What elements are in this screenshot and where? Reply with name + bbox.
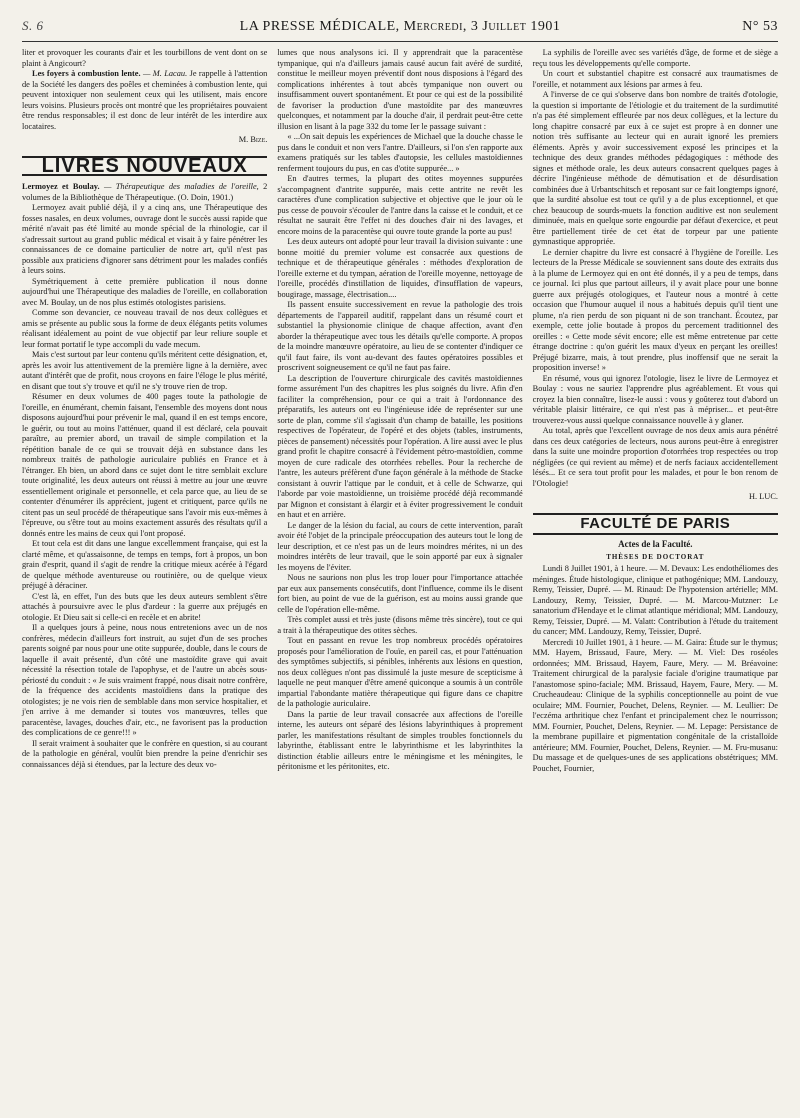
column-1 [22, 48, 267, 774]
foyers-author: — M. Lacau. [140, 69, 188, 78]
foyers-text: Je rappelle à l'attention de la Société les dangers des poêles et cheminées à combustion lente, qui peuvent intoxiquer non seulement ceux qui les utilisent, mais encore leurs voisins. Plusieurs procès ont montré que les propriétaires pouvaient être rendus responsables; il est donc de leur intérêt de les interdire aux locataires. [22, 69, 268, 131]
book-authors: Lermoyez et Boulay. [22, 182, 100, 191]
column-3 [533, 48, 778, 774]
foyers-heading: Les foyers à combustion lente. [32, 69, 141, 78]
subheading: Actes de la Faculté. [618, 539, 693, 549]
thesis-listing: Mercredi 10 Juillet 1901, à 1 heure. — M. Gaira: Étude sur le thymus; MM. Hayem, Brissaud, Faure, Mery. — M. Viel: Des roséoles ordonnées; MM. Brissaud, Hayem, Faure, Mery. — M. Bréavoine: Traitement chirurgical de la paralysie faciale d'origine traumatique par l'anastomose spino-faciale; MM. Brissaud, Hayem, Faure, Mery. — M. Crucheaudeau: Clinique de la syphilis conceptionnelle au point de vue oculaire; MM. Fournier, Pouchet, Delens, Reynier. — M. Leullier: De l'eczéma arthritique chez l'enfant et principalement chez le nourrisson; MM. Fournier, Pouchet, Delens, Reynier. — M. Lepage: Persistance de la membrane pupillaire et pigmentation congénitale de la cristalloïde antérieure; MM. Fournier, Pouchet, Delens, Reynier. — M. Fru-musanu: Du massage et de quelques-unes de ses applications obstétriques; MM. Pouchet, Fournier, [532, 637, 778, 773]
paragraph: Ils passent ensuite successivement en revue la pathologie des trois départements de l'appareil auditif, rappelant dans un résumé court et substantiel la physionomie clinique de chaque affection, avant d'en aborder la thérapeutique avec tous les détails qu'elle comporte. A propos de la moindre manœuvre opératoire, au lieu de se contenter d'indiquer ce qu'il faut faire, ils vont au-devant des fautes opératoires possibles et proscrivent soigneusement ce qu'il ne faut pas faire. [277, 300, 523, 372]
paragraph: Dans la partie de leur travail consacrée aux affections de l'oreille interne, les auteurs ont séparé des lésions labyrinthiques à proprement parler, les manifestations résultant de simples troubles fonctionnels du labyrinthe, établissant entre le labyrinthisme et les labyrinthites la distinction établie ailleurs entre le méningisme et les méningites, le péritonisme et les péritonites, etc. [277, 709, 523, 771]
paragraph: Comme son devancier, ce nouveau travail de nos deux collègues et amis se présente au public sous la forme de deux élégants petits volumes réalisant idéalement au point de vue objectif par leur reliure souple et leur format portatif le type accompli du vade mecum. [22, 308, 268, 349]
column-2 [277, 48, 522, 774]
paragraph: En d'autres termes, la plupart des otites moyennes suppurées s'accompagnent d'antrite suppurée, mais cette antrite ne revêt les caractères d'une complication subjective et objective que le jour où le pus cesse de pouvoir s'écouler de l'antre dans la caisse et le conduit, et ce résultat ne saurait être l'effet ni des douches d'air ni des lavages, et encore moins de la paracentèse qui ouvre toute grande la porte au pus! [277, 174, 523, 236]
section-faculte-de-paris [533, 513, 778, 536]
page-header [22, 18, 778, 42]
paragraph: Le dernier chapitre du livre est consacré à l'hygiène de l'oreille. Les lecteurs de la Presse Médicale se souviennent sans doute des extraits dus à la plume de Lermoyez qui en ont été donnés, il y a peu de temps, dans ce journal. Ici plus que partout ailleurs, il y avait place pour une bonne guerre aux préjugés otologiques, et l'auteur nous a montré à cette occasion que l'humour auquel il nous a habitués depuis qu'il tient une plume, n'a rien perdu de son piquant ni de son tranchant. Écoutez, par exemple, cette jolie boutade à propos du percement traditionnel des oreilles : « Cette mode sévit encore; elle est même entretenue par cette étrange doctrine : qu'on guérit les maux d'yeux en perçant les oreilles! Préjugé bizarre, mais, à tout prendre, plus inoffensif que ne serait la proposition inverse! » [532, 247, 778, 372]
paragraph: Il serait vraiment à souhaiter que le confrère en question, si au courant de la pathologie en général, voulût bien prendre la peine d'enrichir ses connaissances déjà si étendues, par la lecture des deux vo- [22, 738, 268, 769]
paragraph: Le danger de la lésion du facial, au cours de cette intervention, paraît avoir été l'objet de la principale préoccupation des auteurs tout le long de leur description, et ce n'est pas un de leurs moindres mérites, ni un des moindres intérêts de leur travail, que le soin apporté par eux à signaler les moyens de l'éviter. [277, 520, 523, 572]
paragraph: Symétriquement à cette première publication il nous donne aujourd'hui une Thérapeutique des maladies de l'oreille, en collaboration avec M. Boulay, un de nos plus estimés otologistes parisiens. [22, 276, 268, 307]
signature-luc: H. LUC. [749, 492, 778, 501]
book-title: — Thérapeutique des maladies de l'oreille, [99, 182, 259, 191]
paragraph: Mais c'est surtout par leur contenu qu'ils méritent cette désignation, et, après les avoir lus attentivement de la première ligne à la dernière, avec autant d'intérêt que de profit, nous croyons en faire l'éloge le plus mérité, en disant que tout s'y trouve et qu'il ne s'y trouve rien de trop. [22, 350, 268, 391]
paragraph: Résumer en deux volumes de 400 pages toute la pathologie de l'oreille, en énumérant, chemin faisant, l'ensemble des moyens dont nous disposons aujourd'hui pour prévenir le mal, quand il en est temps encore, le guérir, ou tout au moins l'atténuer, quand il est déclaré, cela pouvait paraître, au premier abord, un travail de simple compilation et la répétition banale de ce qui se trouvait déjà en substance dans les nombreux traités de pathologie auriculaire publiés en France et à l'étranger. Eh bien, un abord dans ce sujet dont le titre semblait exclure toute originalité, les deux auteurs ont réussi à mettre au jour une œuvre essentiellement originale et personnelle, et cela parce que, au lieu de se contenter d'énumérer ils apprécient, jugent et critiquent, parce qu'ils ne citent pas un seul procédé de thérapeutique sans l'avoir mis eux-mêmes à l'épreuve, ou s'être tout au moins exactement assurés des résultats qu'il a donnés entre les mains de ceux qui l'ont proposé. [22, 392, 268, 538]
columns [22, 48, 778, 774]
handwritten-mark: S. 6 [22, 18, 44, 33]
paragraph: A l'inverse de ce qui s'observe dans bon nombre de traités d'otologie, la question si importante de l'étiologie et du traitement de la surdimutité n'a pas été simplement effleurée par nos deux collègues, et la lecture du long chapitre consacré par eux à ce sujet est propre à en donner une notion très suffisante au lecteur qui en aurait ignoré les premiers éléments. Après y avoir successivement exposé les principes et la technique des deux grandes méthodes pédagogiques : méthode des signes et méthode orale, les deux auteurs consacrent quelques pages à décrire l'ingénieuse méthode de démutisation et de désurdisation combinées due à Urbantschitsch et reposant sur ce fait longtemps ignoré, que la surdité absolue est tout ce qu'il y a de plus exceptionnel, et que chez beaucoup de sourds-muets la fonction auditive est non seulement diminuée, mais en quelque sorte engourdie par défaut d'exercice, et peut être partiellement tirée de cet état de torpeur par une patiente gymnastique appropriée. [532, 90, 778, 246]
foyers-paragraph [22, 69, 267, 132]
paragraph: Tout en passant en revue les trop nombreux procédés opératoires proposés pour l'amélioration de l'ouïe, en pareil cas, et pour l'atténuation des symptômes subjectifs, si pénibles, inhérents aux lésions en question, nos deux collègues n'ont pas dissimulé la juste mesure de scepticisme à laquelle ne peut manquer d'être amené quiconque a soumis à un contrôle impartial l'abondante matière thérapeutique qui figure dans ce chapitre de la pathologie auriculaire. [277, 636, 523, 708]
section-livres-nouveaux [22, 156, 267, 177]
paragraph: Très complet aussi et très juste (disons même très sincère), tout ce qui a trait à la thérapeutique des otites sèches. [277, 615, 523, 635]
section-title: LIVRES NOUVEAUX [41, 154, 248, 177]
book-info: 2 volumes de la Bibliothèque de Thérapeutique. (O. Doin, 1901.) [22, 182, 268, 202]
paragraph: lumes que nous analysons ici. Il y apprendrait que la paracentèse tympanique, qui n'a d'ailleurs jamais causé aucun fait avéré de surdité, constitue le meilleur moyen préventif dont nous disposions à l'égard des complications inhérentes à tout abcès tympanique non ouvert ou insuffisamment ouvert spontanément. Et pour ce qui est de la possibilité de favoriser la production d'une mastoïdite par des manœuvres quelconques, et notamment par la douche d'air, il perdrait peut-être cette illusion en lisant à la page 332 du tome Ier le passage suivant : [277, 48, 523, 131]
book-reference [22, 182, 267, 203]
page-number: N° 53 [742, 19, 778, 34]
paragraph: La description de l'ouverture chirurgicale des cavités mastoïdiennes forme assurément l'un des chapitres les plus soignés du livre. Afin d'en faciliter la compréhension, pour ce qui a trait à l'ordonnance des préparatifs, les auteurs ont eu l'ingénieuse idée de représenter sur une sorte de plan, comme s'il s'agissait d'un champ de bataille, les positions respectives de l'opérateur, de l'opéré et des objets (tables, instruments, pièces de pansement) nécessités pour l'opération. A lire aussi avec le plus grand profit le chapitre consacré à l'évidement pétro-mastoïdien, comme moyen de cure radicale des otorrhées rebelles. Pour la recherche de l'antre, les auteurs préfèrent d'une façon générale à la méthode de Stacke consistant à ouvrir l'attique par le conduit, et à celle de Schwarze, qui l'aborde par voie mastoïdienne, un troisième procédé déjà recommandé par Mignon et consistant à élargir et à éviter progressivement le conduit en haut et en arrière. [277, 373, 523, 519]
paragraph: Lermoyez avait publié déjà, il y a cinq ans, une Thérapeutique des fosses nasales, en deux volumes, ouvrage dont le succès aussi rapide que mérité n'avait pas été limité au monde spécial de la rhinologie, car il s'adressait surtout au grand public médical et visait à y faire pénétrer les connaissances de ce domaine particulier de notre art, qu'il n'est pas possible aux praticiens d'ignorer sans détriment pour les malades confiés à leurs soins. [22, 203, 268, 275]
paragraph: La syphilis de l'oreille avec ses variétés d'âge, de forme et de siège a reçu tous les développements qu'elle comporte. [532, 48, 778, 68]
paragraph: liter et provoquer les courants d'air et les tourbillons de vent dont on se plaint à Angicourt? [22, 48, 268, 68]
paragraph: C'est là, en effet, l'un des buts que les deux auteurs semblent s'être attachés à poursuivre avec le plus d'ardeur : la guerre aux préjugés en otologie. Et Dieu sait si celle-ci en recèle et en abrite! [22, 591, 268, 622]
paragraph: Nous ne saurions non plus les trop louer pour l'importance attachée par eux aux pansements consécutifs, dont l'influence, comme ils le disent fort bien, au point de vue de la guérison, est au moins aussi grande que celle de l'opération elle-même. [277, 573, 523, 614]
paragraph: Et tout cela est dit dans une langue excellemment française, qui est la clarté même, et qu'assaisonne, de temps en temps, fort à propos, un bon grain d'esprit, quand il s'agit de rendre la critique mieux acérée à l'égard de quelque méthode aventureuse ou routinière, ou de quelque vieux préjugé à déraciner. [22, 539, 268, 590]
quote-paragraph: « ...On sait depuis les expériences de Michael que la douche chasse le pus dans le conduit et non vers l'antre. D'ailleurs, si l'on s'en rapporte aux examens pratiqués sur les tables d'autopsie, les cellules mastoïdiennes renferment toujours du pus, en cas d'otite suppurée... » [277, 132, 523, 173]
paragraph: En résumé, vous qui ignorez l'otologie, lisez le livre de Lermoyez et Boulay : vous ne sauriez l'apprendre plus agréablement. Et vous qui croyez la bien connaître, lisez-le aussi : vous y goûterez tout d'abord un véritable plaisir littéraire, ce qui n'est pas à mépriser... et peut-être trouverez-vous aussi quelque connaissance nouvelle à y glaner. [532, 373, 778, 425]
journal-title: LA PRESSE MÉDICALE, Mercredi, 3 Juillet 1901 [239, 19, 561, 34]
paragraph: Les deux auteurs ont adopté pour leur travail la division suivante : une bonne moitié du premier volume est consacrée aux questions de technique et de thérapeutique générales : méthodes d'exploration de l'oreille externe et du tympan, aération de l'oreille moyenne, nettoyage de l'oreille, procédés d'instillation de liquides, d'insufflation de vapeurs, bougirage, massage, électrisation.... [277, 237, 523, 299]
paragraph: Un court et substantiel chapitre est consacré aux traumatismes de l'oreille, et notamment aux lésions par armes à feu. [532, 69, 778, 89]
sub-subheading: THÈSES DE DOCTORAT [606, 552, 705, 561]
signature-bize: M. Bize. [238, 135, 268, 144]
section-title: FACULTÉ DE PARIS [580, 514, 731, 532]
paragraph: Il a quelques jours à peine, nous nous entretenions avec un de nos confrères, médecin d'ailleurs fort instruit, au sujet d'un de ses proches parents soigné par nous pour une otite suppurée, double, dans le cours de laquelle il avait présenté, d'un côté une mastoïdite grave qui avait nécessité la résection totale de l'apophyse, et de l'autre un abcès sous-périosté du conduit : « Je suis vraiment frappé, nous disait notre confrère, de la fréquence des accidents mastoïdiens dans la pratique des otologistes; je ne vois rien de semblable dans mon service hospitalier, et j'en arrive à me demander si toutes vos manœuvres, telles que paracentèse, lavages, douches d'air, etc., ne favorisent pas la production des complications de ce genre!!! » [22, 623, 268, 737]
paragraph: Au total, après que l'excellent ouvrage de nos deux amis aura pénétré dans ces deux catégories de lecteurs, nous aurons peut-être à enregistrer dans la suite une moindre proportion d'otorrhées trop respectées ou trop négligées (ce qui revient au même) et de nerfs faciaux accidentellement lésés... Et ce sera tout profit pour les malades, et pour le bon renom de l'Otologie! [532, 426, 778, 488]
thesis-listing: Lundi 8 Juillet 1901, à 1 heure. — M. Devaux: Les endothéliomes des méninges. Étude histologique, clinique et pathogénique; MM. Landouzy, Remy, Teissier, Dupré. — M. Rinaud: De l'hypotension artérielle; MM. Landouzy, Remy, Teissier, Dupré. — M. Marcou-Mutzner: Le sanatorium d'Hendaye et le climat atlantique méridional; MM. Landouzy, Remy, Teissier, Dupré. — M. Valatt: Contribution à l'étude du traitement du cancer; MM. Landouzy, Remy, Teissier, Dupré. [532, 564, 778, 636]
